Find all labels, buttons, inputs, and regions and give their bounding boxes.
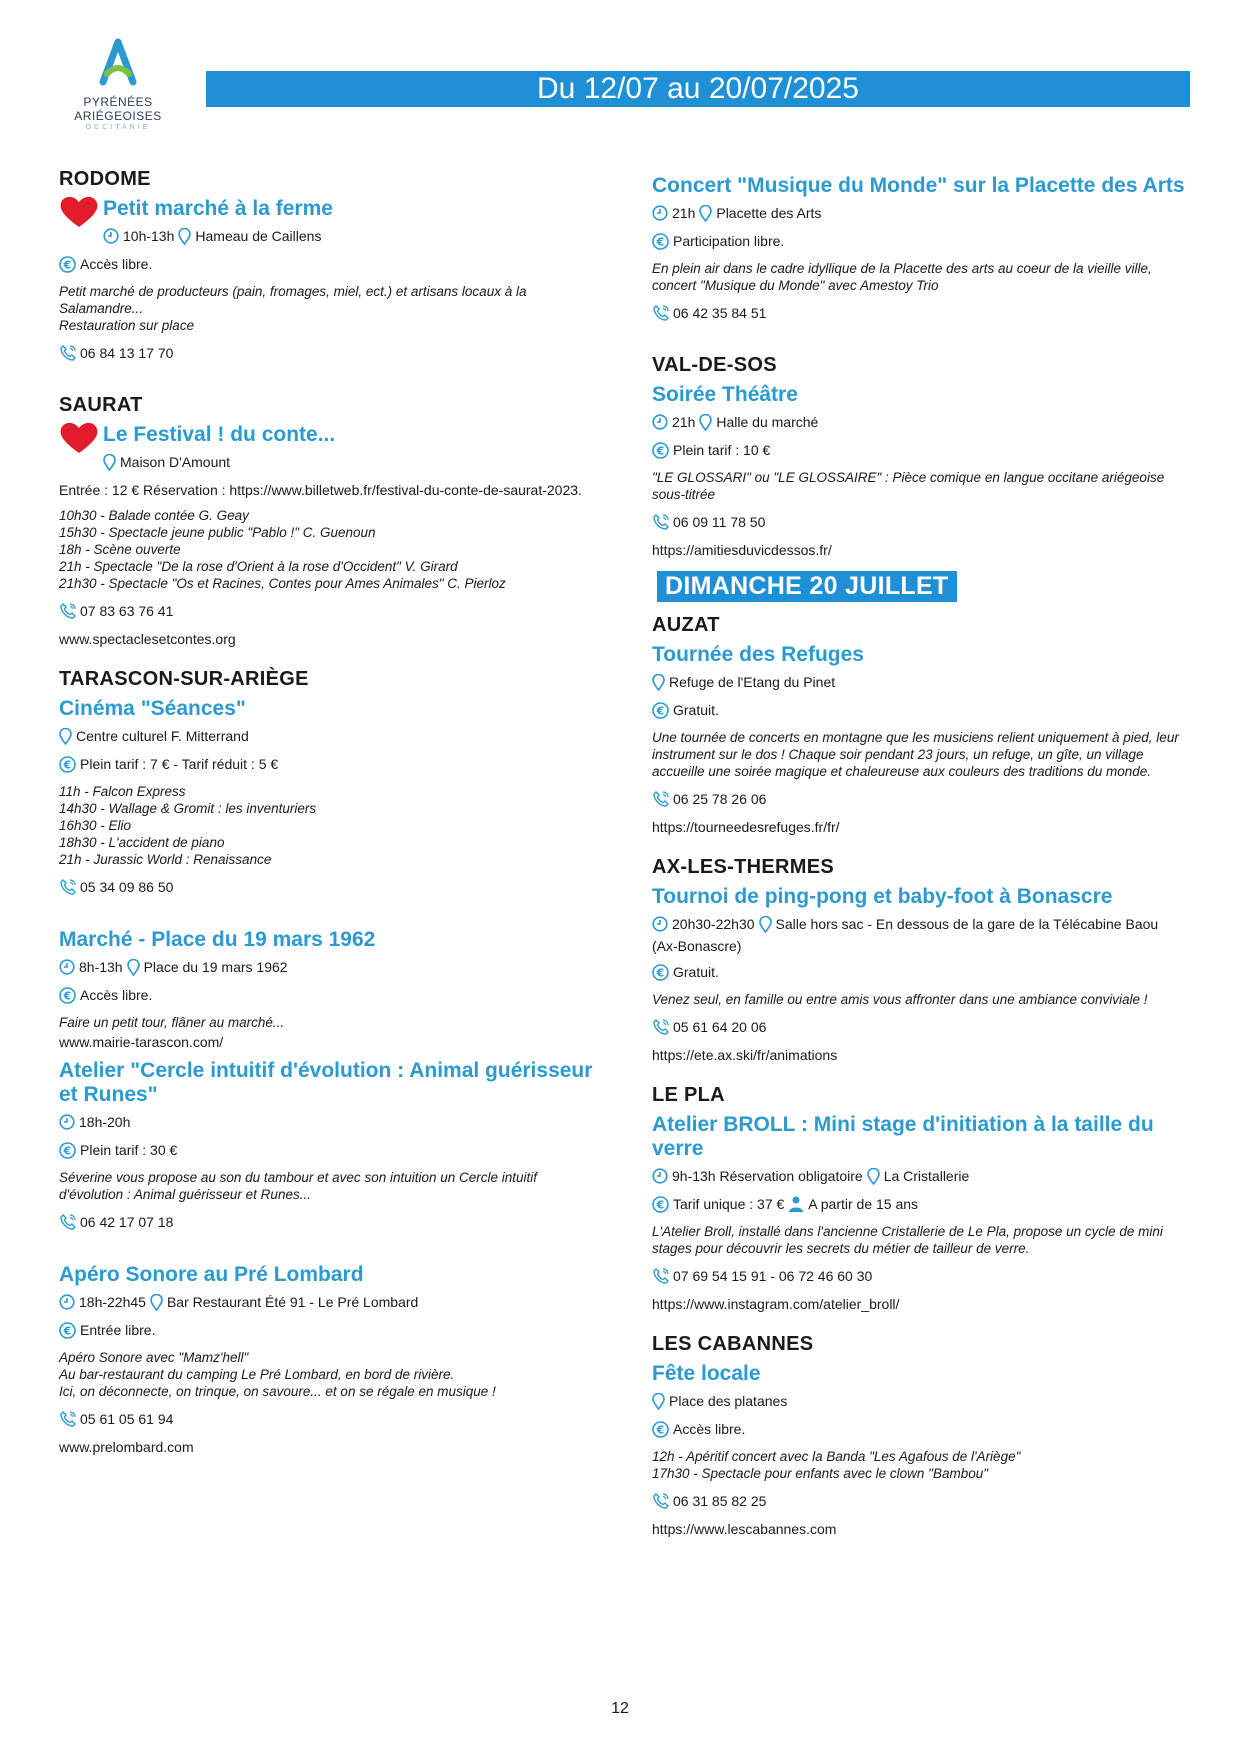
event-title[interactable]: Tournée des Refuges — [652, 643, 864, 666]
clock-icon — [59, 959, 75, 975]
program-line: 21h - Jurassic World : Renaissance — [59, 852, 272, 867]
euro-icon — [652, 233, 669, 250]
price-text: Plein tarif : 10 € — [673, 442, 771, 458]
event-place-row — [103, 453, 599, 471]
event-place-row — [59, 727, 599, 745]
svg-text:€: € — [63, 1324, 72, 1337]
event-price — [59, 755, 599, 773]
map-pin-icon — [699, 414, 712, 431]
event-title[interactable]: Cinéma "Séances" — [59, 697, 246, 720]
event-title[interactable]: Tournoi de ping-pong et baby-foot à Bonascre — [652, 885, 1113, 908]
event-phone — [652, 790, 1192, 808]
map-pin-icon — [699, 205, 712, 222]
event-ax — [652, 856, 1192, 1064]
phone-number[interactable]: 06 84 13 17 70 — [80, 345, 174, 361]
map-pin-icon — [127, 959, 140, 976]
clock-icon — [103, 228, 119, 244]
event-time: 21h — [672, 414, 696, 430]
event-place: Salle hors sac - En dessous de la gare de la Télécabine Baou — [775, 916, 1159, 932]
logo-mark-icon — [95, 38, 141, 90]
program-line: 15h30 - Spectacle jeune public "Pablo !" C. Guenoun — [59, 525, 376, 540]
phone-icon — [59, 1213, 77, 1231]
event-time-place — [652, 915, 1192, 933]
event-phone — [59, 1410, 599, 1428]
event-time-place — [59, 1293, 599, 1311]
event-phone — [652, 304, 1192, 322]
event-place: Refuge de l'Etang du Pinet — [669, 674, 836, 690]
event-title[interactable]: Fête locale — [652, 1362, 761, 1385]
euro-icon — [59, 1142, 76, 1159]
event-price — [59, 255, 599, 273]
price-text: Gratuit. — [673, 702, 719, 718]
euro-icon — [652, 964, 669, 981]
event-description: L'Atelier Broll, installé dans l'ancienne Cristallerie de Le Pla, propose un cycle de mini stages pour découvrir les secrets du métier de tailleur de verre. — [652, 1224, 1163, 1256]
map-pin-icon — [867, 1168, 880, 1185]
town-heading: LES CABANNES — [652, 1333, 814, 1355]
town-heading: AX-LES-THERMES — [652, 856, 834, 878]
phone-icon — [652, 1018, 670, 1036]
map-pin-icon — [178, 228, 191, 245]
event-time: 18h-22h45 — [79, 1294, 146, 1310]
town-heading: AUZAT — [652, 614, 720, 636]
event-place: Halle du marché — [716, 414, 819, 430]
event-time: 9h-13h Réservation obligatoire — [672, 1168, 863, 1184]
event-saurat — [59, 394, 599, 648]
event-place-row — [652, 1392, 1192, 1410]
event-valdesos — [652, 354, 1192, 559]
phone-number[interactable]: 06 42 35 84 51 — [673, 305, 767, 321]
program-line: 18h30 - L'accident de piano — [59, 835, 225, 850]
town-heading: VAL-DE-SOS — [652, 354, 777, 376]
map-pin-icon — [759, 916, 772, 933]
town-heading: LE PLA — [652, 1084, 725, 1106]
price-text: Tarif unique : 37 € — [673, 1196, 785, 1212]
event-marche — [59, 928, 599, 1051]
price-text: Accès libre. — [80, 987, 153, 1003]
favorite-title-row — [59, 197, 599, 245]
price-text: Plein tarif : 30 € — [80, 1142, 178, 1158]
event-time: 20h30-22h30 — [672, 916, 755, 932]
clock-icon — [652, 916, 668, 932]
phone-icon — [652, 1492, 670, 1510]
clock-icon — [652, 1168, 668, 1184]
event-title[interactable]: Petit marché à la ferme — [103, 197, 333, 220]
description-line: Petit marché de producteurs (pain, fromages, miel, ect.) et artisans locaux à la Salamandre... — [59, 284, 527, 316]
event-time: 21h — [672, 205, 696, 221]
event-place: Maison D'Amount — [120, 454, 231, 470]
description-line: Au bar-restaurant du camping Le Pré Lombard, en bord de rivière. — [59, 1367, 455, 1382]
euro-icon — [59, 256, 76, 273]
heart-icon — [59, 195, 99, 229]
event-phone — [59, 602, 599, 620]
event-program — [59, 783, 599, 868]
phone-number[interactable]: 05 34 09 86 50 — [80, 879, 174, 895]
euro-icon — [59, 1322, 76, 1339]
clock-icon — [652, 205, 668, 221]
event-time: 8h-13h — [79, 959, 123, 975]
svg-text:€: € — [656, 966, 665, 979]
event-price — [59, 1141, 599, 1159]
phone-icon — [59, 344, 77, 362]
clock-icon — [59, 1294, 75, 1310]
event-place: Centre culturel F. Mitterrand — [76, 728, 249, 744]
map-pin-icon — [103, 454, 116, 471]
event-phone — [652, 513, 1192, 531]
price-text: Accès libre. — [673, 1421, 746, 1437]
svg-text:€: € — [63, 758, 72, 771]
event-place: Placette des Arts — [716, 205, 822, 221]
phone-number[interactable]: 07 83 63 76 41 — [80, 603, 174, 619]
event-title[interactable]: Soirée Théâtre — [652, 383, 798, 406]
event-phone — [652, 1018, 1192, 1036]
event-time-place — [652, 204, 1192, 222]
event-time-row — [59, 1113, 599, 1131]
svg-text:€: € — [656, 235, 665, 248]
event-rodome — [59, 168, 599, 362]
event-description: En plein air dans le cadre idyllique de la Placette des arts au coeur de la vieille ville, concert "Musique du Monde" avec Amestoy Trio — [652, 261, 1152, 293]
left-column — [59, 168, 599, 1464]
event-price-age — [652, 1195, 1192, 1213]
date-banner: Du 12/07 au 20/07/2025 — [206, 71, 1190, 107]
program-line: 21h - Spectacle "De la rose d'Orient à la rose d'Occident" V. Girard — [59, 559, 458, 574]
day-heading: DIMANCHE 20 JUILLET — [657, 571, 957, 602]
clock-icon — [652, 414, 668, 430]
event-place: Bar Restaurant Été 91 - Le Pré Lombard — [166, 1294, 419, 1310]
phone-icon — [652, 513, 670, 531]
description-line: Apéro Sonore avec "Mamz'hell" — [59, 1350, 249, 1365]
town-heading: SAURAT — [59, 394, 143, 416]
event-price — [59, 1321, 599, 1339]
event-price — [652, 232, 1192, 250]
logo-text-line2: ARIÉGEOISES — [74, 109, 162, 123]
event-description: "LE GLOSSARI" ou "LE GLOSSAIRE" : Pièce comique en langue occitane ariégeoise sous-titrée — [652, 470, 1165, 502]
town-heading: RODOME — [59, 168, 151, 190]
map-pin-icon — [652, 1393, 665, 1410]
phone-number[interactable]: 06 25 78 26 06 — [673, 791, 767, 807]
event-link[interactable]: www.spectaclesetcontes.org — [59, 631, 236, 647]
event-title[interactable]: Marché - Place du 19 mars 1962 — [59, 928, 376, 951]
event-program — [652, 1448, 1192, 1482]
event-time-place — [652, 1167, 1192, 1185]
event-apero-sonore — [59, 1263, 599, 1456]
event-description: Une tournée de concerts en montagne que les musiciens relient uniquement à pied, leur instrument sur le dos ! Chaque soir pendant 23 jours, un refuge, un gîte, un village accueille une soirée magique et chaleureuse aux couleurs des traditions du monde. — [652, 730, 1179, 779]
event-price — [59, 986, 599, 1004]
event-lepla — [652, 1084, 1192, 1313]
favorite-title-row — [59, 423, 599, 471]
phone-number[interactable]: 07 69 54 15 91 - 06 72 46 60 30 — [673, 1268, 873, 1284]
age-requirement: A partir de 15 ans — [808, 1196, 919, 1212]
phone-icon — [59, 1410, 77, 1428]
program-line: 12h - Apéritif concert avec la Banda "Les Agafous de l'Ariège" — [652, 1449, 1021, 1464]
description-line: Restauration sur place — [59, 318, 195, 333]
phone-number[interactable]: 06 31 85 82 25 — [673, 1493, 767, 1509]
event-phone — [59, 344, 599, 362]
price-text: Gratuit. — [673, 964, 719, 980]
price-text: Plein tarif : 7 € - Tarif réduit : 5 € — [80, 756, 279, 772]
event-link[interactable]: www.mairie-tarascon.com/ — [59, 1034, 224, 1050]
event-place: Place du 19 mars 1962 — [143, 959, 288, 975]
phone-number[interactable]: 05 61 05 61 94 — [80, 1411, 174, 1427]
event-description — [59, 283, 599, 334]
euro-icon — [59, 987, 76, 1004]
map-pin-icon — [652, 674, 665, 691]
event-phone — [59, 1213, 599, 1231]
right-column — [652, 174, 1192, 1546]
map-pin-icon — [150, 1294, 163, 1311]
event-title[interactable]: Atelier BROLL : Mini stage d'initiation à la taille du verre — [652, 1113, 1154, 1160]
program-line: 16h30 - Elio — [59, 818, 132, 833]
event-price — [652, 701, 1192, 719]
euro-icon — [652, 1421, 669, 1438]
price-text: Entrée libre. — [80, 1322, 156, 1338]
program-line: 10h30 - Balade contée G. Geay — [59, 508, 249, 523]
phone-icon — [652, 1267, 670, 1285]
event-phone — [652, 1267, 1192, 1285]
description-line: Ici, on déconnecte, on trinque, on savoure... et on se régale en musique ! — [59, 1384, 496, 1399]
euro-icon — [652, 1196, 669, 1213]
event-link[interactable]: https://www.instagram.com/atelier_broll/ — [652, 1296, 900, 1312]
event-title[interactable]: Le Festival ! du conte... — [103, 423, 336, 446]
event-time-place — [59, 958, 599, 976]
event-place: La Cristallerie — [883, 1168, 970, 1184]
euro-icon — [59, 756, 76, 773]
svg-text:€: € — [656, 704, 665, 717]
event-title[interactable]: Apéro Sonore au Pré Lombard — [59, 1263, 364, 1286]
event-place-row — [652, 673, 1192, 691]
event-price — [652, 1420, 1192, 1438]
event-place-extra: (Ax-Bonascre) — [652, 938, 742, 954]
event-concert — [652, 174, 1192, 322]
event-cinema — [59, 697, 599, 896]
phone-number[interactable]: 05 61 64 20 06 — [673, 1019, 767, 1035]
phone-number[interactable]: 06 42 17 07 18 — [80, 1214, 174, 1230]
event-title[interactable]: Atelier "Cercle intuitif d'évolution : Animal guérisseur et Runes" — [59, 1059, 593, 1106]
heart-icon — [59, 421, 99, 455]
svg-text:€: € — [63, 258, 72, 271]
event-entry: Entrée : 12 € Réservation : https://www.billetweb.fr/festival-du-conte-de-saurat-2023. — [59, 482, 582, 498]
price-text: Participation libre. — [673, 233, 785, 249]
event-program — [59, 507, 599, 592]
program-line: 18h - Scène ouverte — [59, 542, 181, 557]
event-cabannes — [652, 1333, 1192, 1538]
event-description: Séverine vous propose au son du tambour et avec son intuition un Cercle intuitif d'évolution : Animal guérisseur et Runes... — [59, 1170, 538, 1202]
phone-number[interactable]: 06 09 11 78 50 — [673, 514, 766, 530]
svg-text:€: € — [656, 444, 665, 457]
program-line: 14h30 - Wallage & Gromit : les inventuriers — [59, 801, 317, 816]
euro-icon — [652, 702, 669, 719]
event-description: Faire un petit tour, flâner au marché... — [59, 1015, 285, 1030]
brand-logo — [68, 38, 168, 133]
euro-icon — [652, 442, 669, 459]
event-place: Hameau de Caillens — [195, 228, 322, 244]
logo-text-line1: PYRÉNÉES — [83, 95, 153, 109]
event-link[interactable]: https://www.lescabannes.com — [652, 1521, 837, 1537]
event-link[interactable]: www.prelombard.com — [59, 1439, 194, 1455]
event-time-place — [103, 227, 599, 245]
svg-text:€: € — [63, 1144, 72, 1157]
page-number: 12 — [611, 1700, 629, 1717]
event-price — [652, 963, 1192, 981]
price-text: Accès libre. — [80, 256, 153, 272]
event-description: Venez seul, en famille ou entre amis vous affronter dans une ambiance conviviale ! — [652, 992, 1148, 1007]
phone-icon — [652, 790, 670, 808]
logo-text-line3: OCCITANIE — [85, 124, 151, 131]
program-line: 11h - Falcon Express — [59, 784, 186, 799]
town-tarascon — [59, 668, 599, 1456]
event-link[interactable]: https://tourneedesrefuges.fr/fr/ — [652, 819, 840, 835]
svg-text:€: € — [63, 989, 72, 1002]
event-time: 10h-13h — [123, 228, 175, 244]
event-title[interactable]: Concert "Musique du Monde" sur la Placette des Arts — [652, 174, 1185, 197]
clock-icon — [59, 1114, 75, 1130]
phone-icon — [59, 878, 77, 896]
svg-text:€: € — [656, 1423, 665, 1436]
event-atelier-cercle — [59, 1059, 599, 1231]
event-phone — [652, 1492, 1192, 1510]
person-icon — [788, 1195, 804, 1213]
phone-icon — [59, 602, 77, 620]
svg-text:€: € — [656, 1198, 665, 1211]
event-auzat — [652, 614, 1192, 836]
event-link[interactable]: https://amitiesduvicdessos.fr/ — [652, 542, 832, 558]
map-pin-icon — [59, 728, 72, 745]
program-line: 21h30 - Spectacle "Os et Racines, Contes pour Ames Animales" C. Pierloz — [59, 576, 506, 591]
event-description — [59, 1349, 599, 1400]
event-price — [652, 441, 1192, 459]
event-time-place — [652, 413, 1192, 431]
town-heading: TARASCON-SUR-ARIÈGE — [59, 668, 309, 690]
event-place: Place des platanes — [669, 1393, 788, 1409]
program-line: 17h30 - Spectacle pour enfants avec le clown "Bambou" — [652, 1466, 989, 1481]
phone-icon — [652, 304, 670, 322]
event-time: 18h-20h — [79, 1114, 131, 1130]
event-phone — [59, 878, 599, 896]
event-link[interactable]: https://ete.ax.ski/fr/animations — [652, 1047, 838, 1063]
